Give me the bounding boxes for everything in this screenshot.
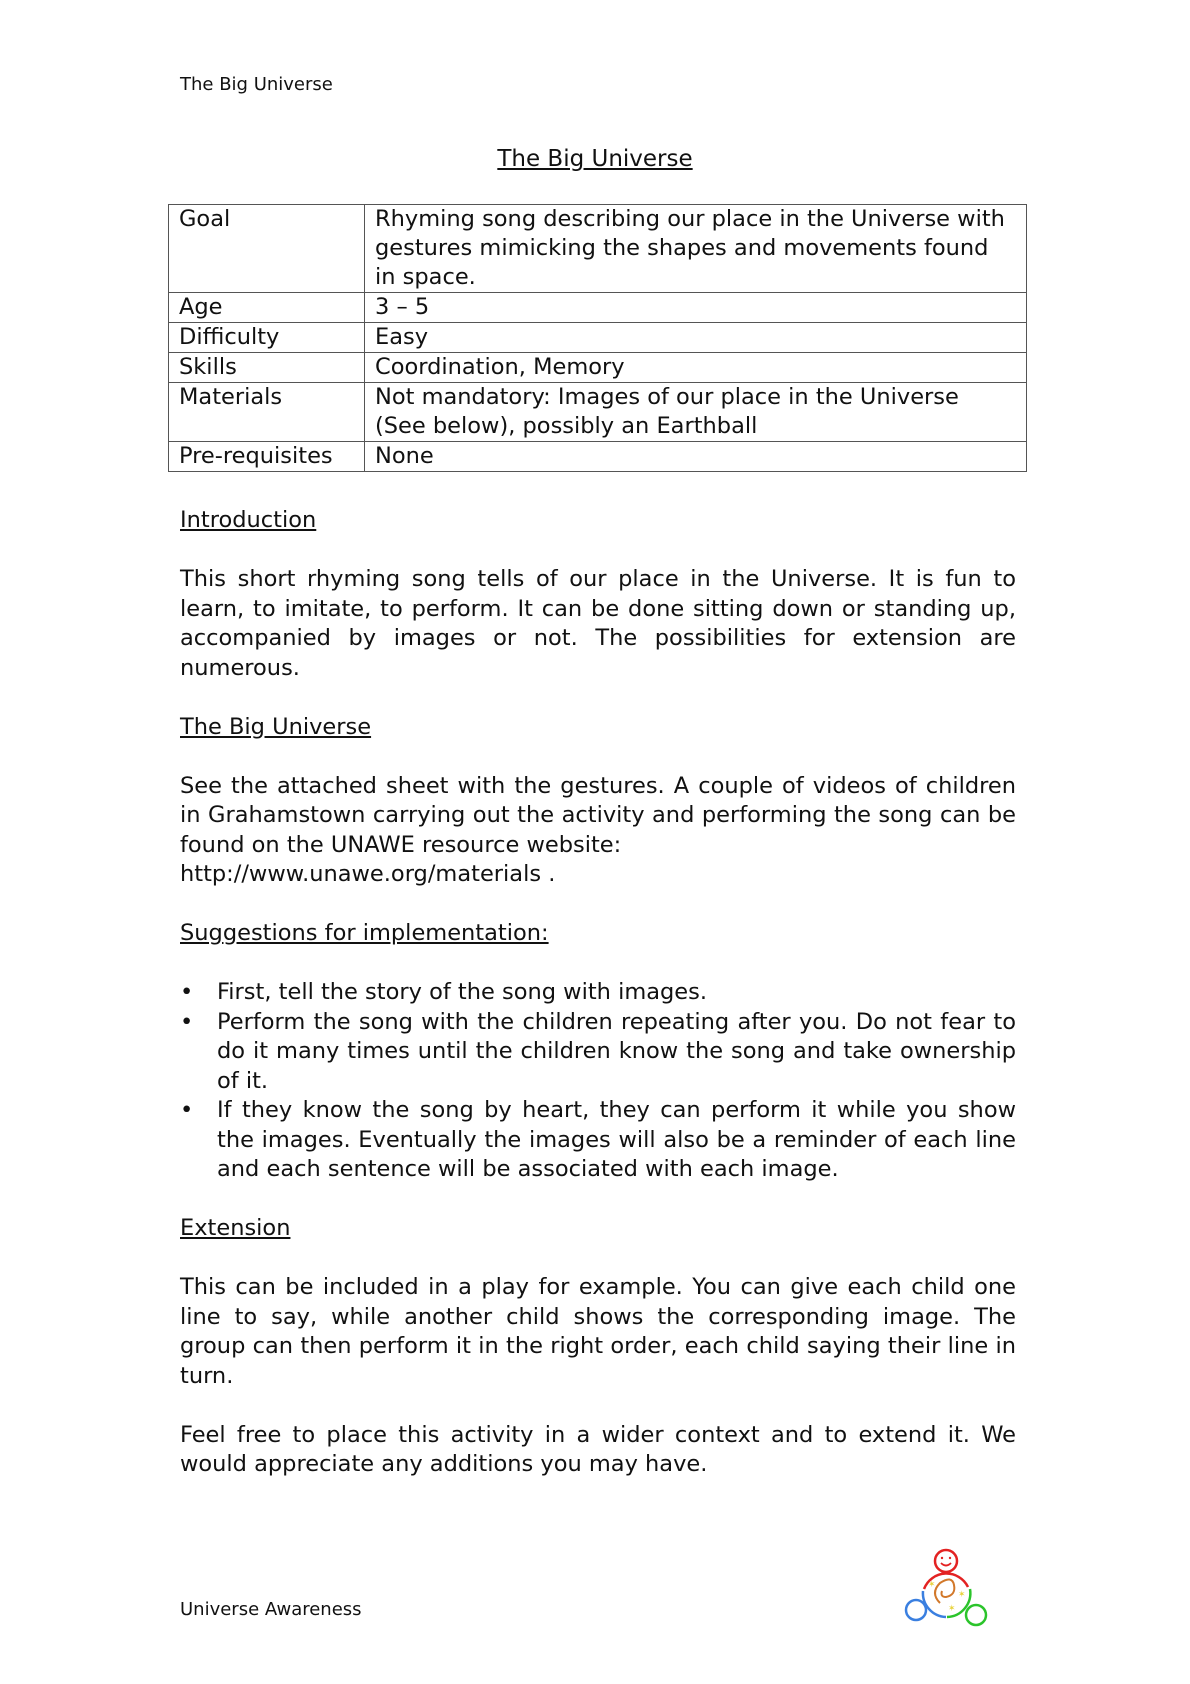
logo-blue-figure [906,1600,926,1620]
suggestions-heading: Suggestions for implementation: [180,920,549,946]
svg-text:✶: ✶ [958,1590,966,1600]
row-label: Goal [169,205,365,293]
introduction-heading: Introduction [180,507,317,533]
running-header: The Big Universe [180,74,333,95]
bullet-icon: • [180,1097,194,1123]
resource-link-line [180,860,1016,890]
unawe-logo-icon [900,1543,990,1635]
table-row [169,293,1027,323]
row-label: Skills [169,353,365,383]
big-universe-text [180,772,1016,861]
row-value: None [365,442,1027,472]
svg-text:✶: ✶ [928,1580,936,1590]
table-row [169,353,1027,383]
introduction-text: This short rhyming song tells of our place in the Universe. It is fun to learn, to imitate, to perform. It can be done sitting down or standing up, accompanied by images or not. The possibilities for extension are numerous. [180,566,1016,681]
big-universe-description: See the attached sheet with the gestures. A couple of videos of children in Grahamstown carrying out the activity and performing the song can be found on the UNAWE resource website: [180,772,1016,858]
table-row [169,442,1027,472]
document-title [0,146,1190,172]
list-item [180,1008,1016,1097]
table-row [169,383,1027,442]
logo-galaxy-spiral [935,1579,954,1603]
list-item-text: If they know the song by heart, they can perform it while you show the images. Eventually the images will also be a reminder of each line and each sentence will be associated with each image. [217,1097,1016,1182]
resource-link[interactable]: http://www.unawe.org/materials . [180,861,556,887]
extension-heading: Extension [180,1215,291,1241]
list-item [180,1096,1016,1185]
list-item [180,978,1016,1008]
activity-info-table [168,204,1027,472]
bullet-icon: • [180,979,194,1005]
logo-red-figure [935,1550,957,1572]
list-item-text: First, tell the story of the song with images. [217,979,708,1005]
page-footer: Universe Awareness [180,1599,362,1620]
row-label: Materials [169,383,365,442]
row-label: Difficulty [169,323,365,353]
document-body [180,506,1016,1509]
big-universe-heading: The Big Universe [180,713,372,740]
list-item-text: Perform the song with the children repeating after you. Do not fear to do it many times until the children know the song and take ownership of it. [217,1008,1016,1094]
extension-paragraph-1: This can be included in a play for example. You can give each child one line to say, while another child shows the corresponding image. The group can then perform it in the right order, each child saying their line in turn. [180,1274,1016,1389]
table-row [169,323,1027,353]
row-value: Coordination, Memory [365,353,1027,383]
row-value: 3 – 5 [365,293,1027,323]
extension-paragraph-2: Feel free to place this activity in a wider context and to extend it. We would appreciate any additions you may have. [180,1421,1016,1477]
document-title-text: The Big Universe [497,146,693,172]
row-label: Age [169,293,365,323]
row-value: Rhyming song describing our place in the Universe with gestures mimicking the shapes and movements found in space. [365,205,1027,293]
suggestions-list [180,978,1016,1185]
logo-green-figure [966,1605,986,1625]
bullet-icon: • [180,1008,194,1035]
row-value: Easy [365,323,1027,353]
row-label: Pre-requisites [169,442,365,472]
row-value: Not mandatory: Images of our place in the Universe (See below), possibly an Earthball [365,383,1027,442]
svg-text:✶: ✶ [948,1604,956,1614]
table-row [169,205,1027,293]
